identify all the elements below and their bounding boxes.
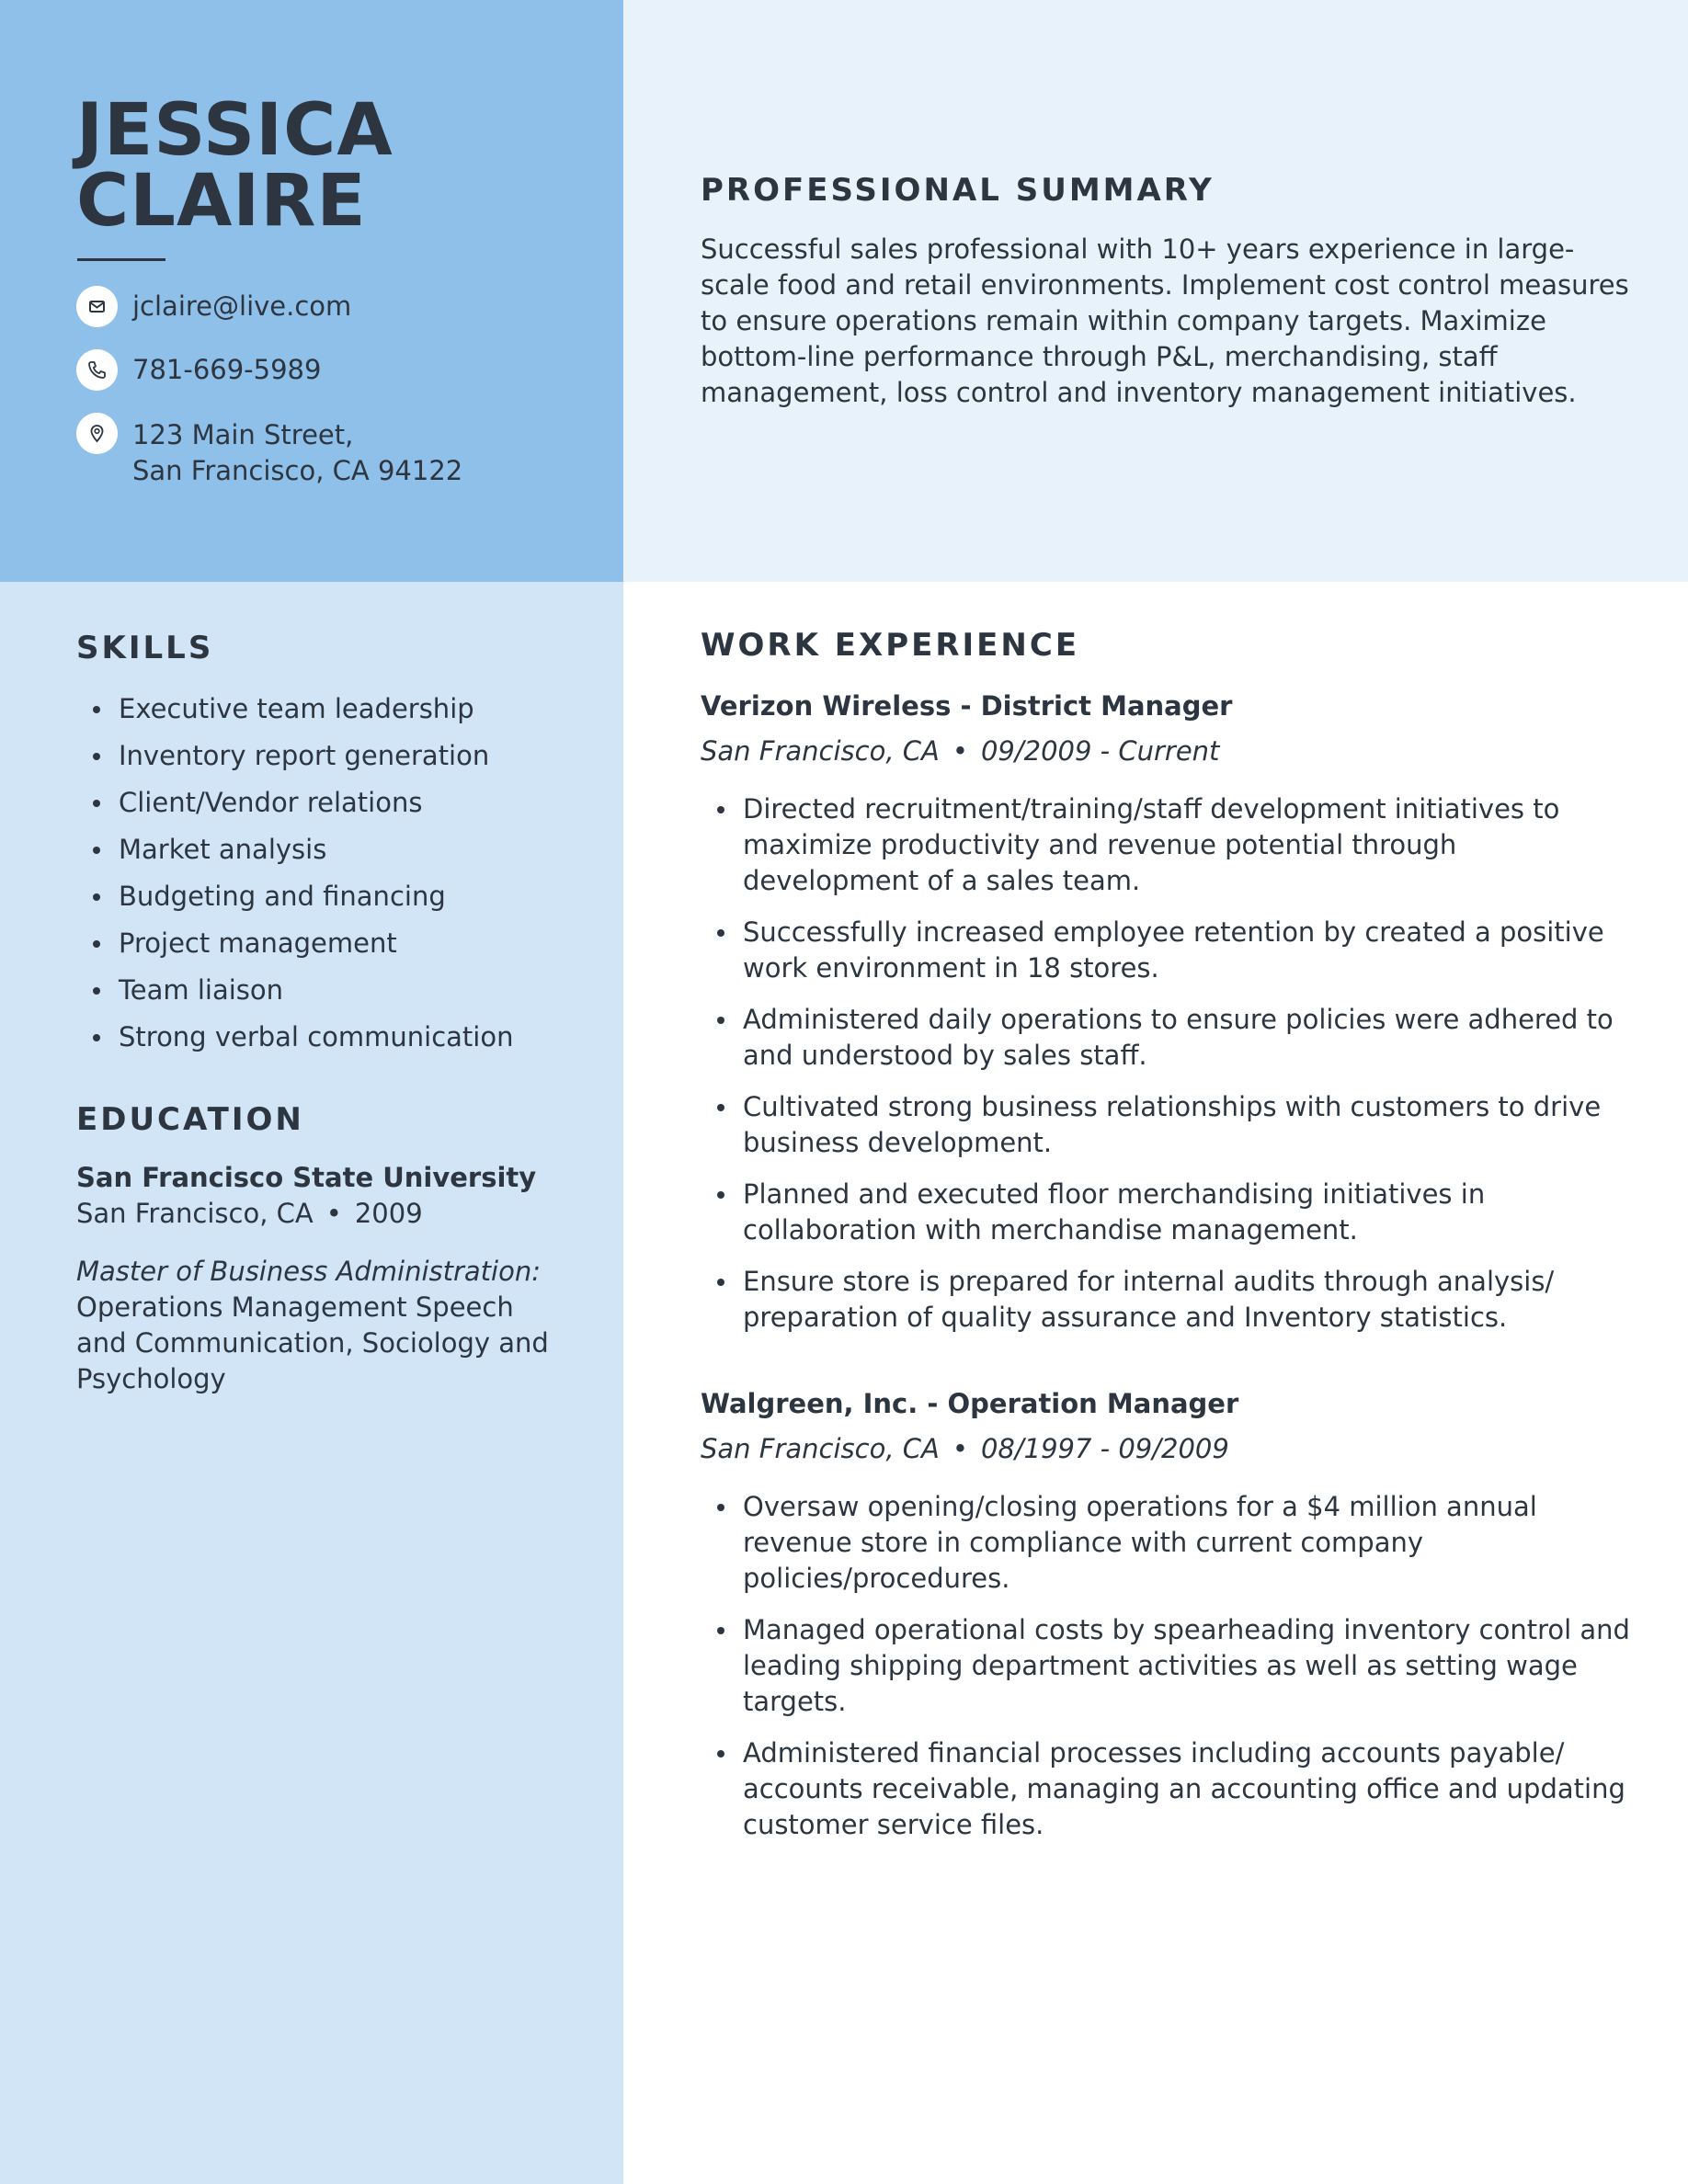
skills-list [76,686,513,1061]
skill-item: Inventory report generation [76,733,513,779]
name-divider [77,258,165,261]
job-bullet: Managed operational costs by spearheading inventory control and leading shipping department activities as well as setting wage targets. [701,1612,1638,1720]
last-name: CLAIRE [76,160,367,243]
envelope-icon [76,286,118,327]
education-meta [76,1196,423,1232]
job-bullet: Administered financial processes including accounts payable/ accounts receivable, managing an accounting office and updating customer service files. [701,1735,1638,1843]
education-separator: • [325,1198,342,1229]
first-name: JESSICA [76,89,393,172]
skill-item: Executive team leadership [76,686,513,733]
job-dates: 08/1997 - 09/2009 [980,1433,1229,1464]
education-school: San Francisco State University [76,1162,537,1193]
job-meta [701,733,1219,769]
job-bullet: Planned and executed floor merchandising initiatives in collaboration with merchandise management. [701,1177,1638,1248]
summary-text: Successful sales professional with 10+ years experience in large-scale food and retail environments. Implement cost control measures to ensure operations remain within company targets. Maximize bottom-line performance through P&L, merchandising, staff management, loss control and inventory management initiatives. [701,233,1629,408]
skills-heading: SKILLS [76,630,214,666]
job-bullet: Administered daily operations to ensure policies were adhered to and understood by sales staff. [701,1002,1638,1074]
job-bullet-list [701,1489,1638,1859]
skill-item: Strong verbal communication [76,1014,513,1061]
job-bullet: Cultivated strong business relationships with customers to drive business development. [701,1089,1638,1161]
skill-item: Market analysis [76,826,513,873]
job-meta [701,1430,1229,1467]
phone-icon [76,349,118,391]
skill-item: Budgeting and financing [76,873,513,920]
job-bullet: Oversaw opening/closing operations for a $4 million annual revenue store in compliance with current company policies/procedures. [701,1489,1638,1597]
education-location: San Francisco, CA [76,1198,314,1229]
job-bullet-list [701,791,1638,1351]
experience-heading: WORK EXPERIENCE [701,627,1080,664]
phone-number: 781-669-5989 [132,354,322,385]
education-heading: EDUCATION [76,1101,304,1138]
job-separator: • [952,735,968,767]
job-bullet: Directed recruitment/training/staff development initiatives to maximize productivity and revenue potential through development of a sales team. [701,791,1638,899]
location-pin-icon [76,413,118,454]
email-link[interactable]: jclaire@live.com [132,290,352,322]
summary-heading: PROFESSIONAL SUMMARY [701,172,1215,209]
job-title: Verizon Wireless - District Manager [701,690,1233,722]
job-bullet: Ensure store is prepared for internal audits through analysis/ preparation of quality assurance and Inventory statistics. [701,1264,1638,1336]
education-degree: Master of Business Administration: [76,1256,542,1287]
education-field: Operations Management Speech and Communication, Sociology and Psychology [76,1291,549,1394]
skill-item: Project management [76,920,513,967]
skill-item: Client/Vendor relations [76,779,513,826]
job-bullet: Successfully increased employee retention by created a positive work environment in 18 stores. [701,915,1638,986]
job-location: San Francisco, CA [701,735,940,767]
job-dates: 09/2009 - Current [980,735,1220,767]
address-line-1: 123 Main Street, [132,419,354,450]
address-line-2: San Francisco, CA 94122 [132,455,463,486]
job-location: San Francisco, CA [701,1433,940,1464]
job-separator: • [952,1433,968,1464]
education-year: 2009 [354,1198,423,1229]
job-title: Walgreen, Inc. - Operation Manager [701,1388,1239,1419]
skill-item: Team liaison [76,967,513,1014]
